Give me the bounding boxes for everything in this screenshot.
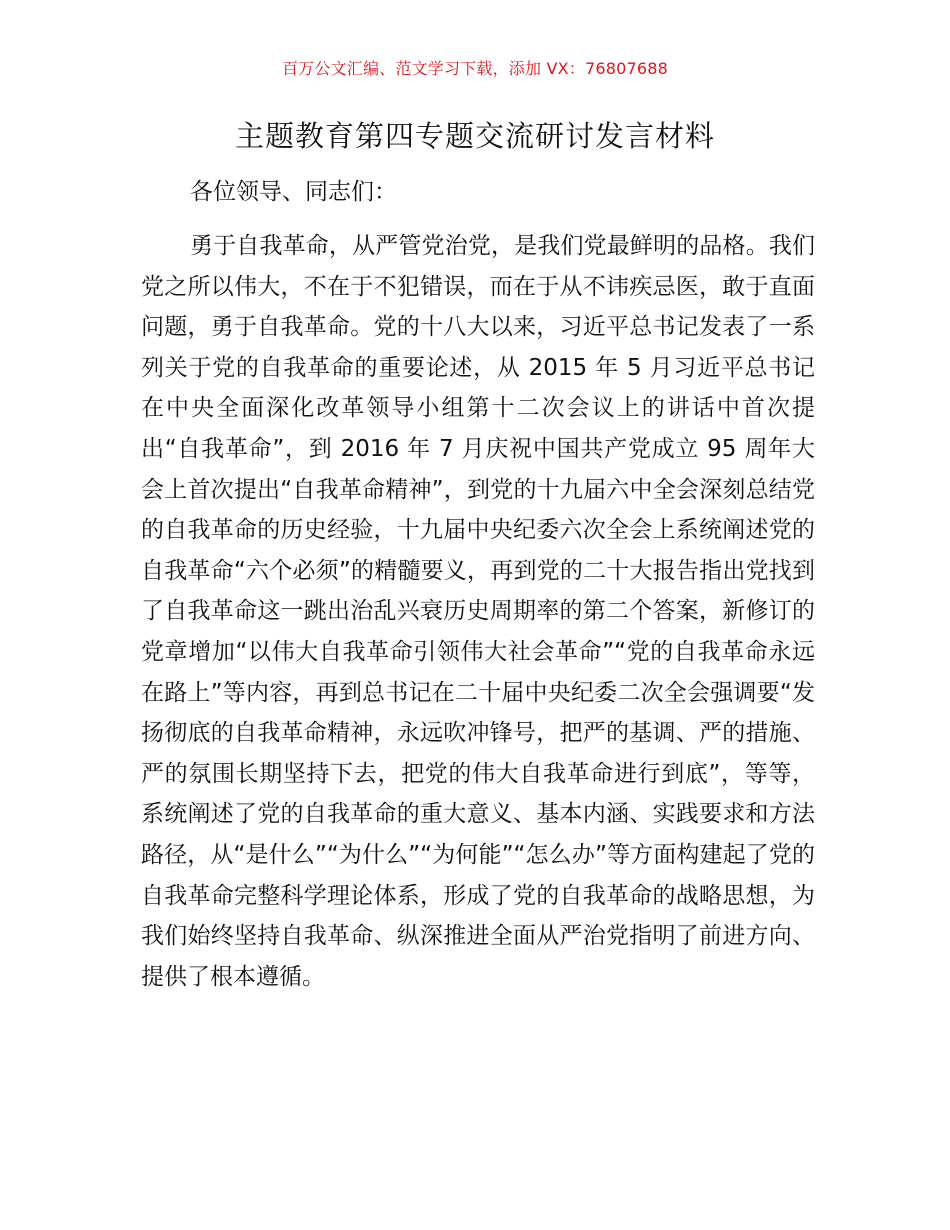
salutation: 各位领导、同志们： xyxy=(190,179,397,205)
document-title: 主题教育第四专题交流研讨发言材料 xyxy=(234,119,715,153)
header-watermark-note: 百万公文汇编、范文学习下载，添加 VX：76807688 xyxy=(281,59,669,78)
body-paragraph-1: 勇于自我革命，从严管党治党，是我们党最鲜明的品格。我们党之所以伟大，不在于不犯错误，而在于从不讳疾忌医，敢于直面问题，勇于自我革命。党的十八大以来，习近平总书记发表了一系列关于党的自我革命的重要论述，从 2015 年 5 月习近平总书记在中央全面深化改革领导小组第十二次会议上的讲话中首次提出“自我革命”，到 2016 年 7 月庆祝中国共产党成立 95 周年大会上首次提出“自我革命精神”，到党的十九届六中全会深刻总结党的自我革命的历史经验，十九届中央纪委六次全会上系统阐述党的自我革命“六个必须”的精髓要义，再到党的二十大报告指出党找到了自我革命这一跳出治乱兴衰历史周期率的第二个答案，新修订的党章增加“以伟大自我革命引领伟大社会革命”“党的自我革命永远在路上”等内容，再到总书记在二十届中央纪委二次全会强调要“发扬彻底的自我革命精神，永远吹冲锋号，把严的基调、严的措施、严的氛围长期坚持下去，把党的伟大自我革命进行到底”，等等，系统阐述了党的自我革命的重大意义、基本内涵、实践要求和方法路径，从“是什么”“为什么”“为何能”“怎么办”等方面构建起了党的自我革命完整科学理论体系，形成了党的自我革命的战略思想，为我们始终坚持自我革命、纵深推进全面从严治党指明了前进方向、提供了根本遵循。 xyxy=(141,233,815,990)
